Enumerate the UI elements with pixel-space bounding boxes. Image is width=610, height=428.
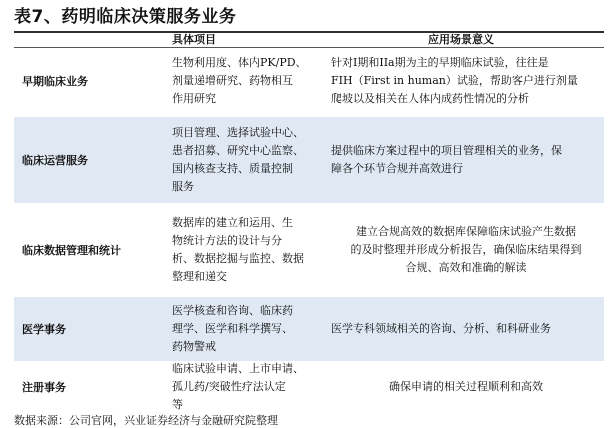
row-items: 数据库的建立和运用、生 物统计方法的设计与分 析、数据挖掘与监控、数据 整理和递交 — [172, 216, 304, 283]
row-meaning: 确保申请的相关过程顺利和高效 — [389, 380, 543, 393]
header-col-items: 具体项目 — [172, 33, 216, 46]
table-row — [14, 48, 604, 114]
row-business-name: 早期临床业务 — [22, 75, 88, 88]
row-business-name: 临床运营服务 — [22, 154, 88, 167]
table-header — [14, 33, 604, 47]
row-business-name: 注册事务 — [22, 381, 66, 394]
row-meaning: 针对I期和IIa期为主的早期临床试验，往往是 FIH（First in human）试验，帮助客户进行剂量 爬坡以及相关在人体内成药性情况的分析 — [331, 56, 578, 105]
row-business-name: 临床数据管理和统计 — [22, 244, 121, 257]
table-row — [14, 206, 604, 294]
row-meaning: 医学专科领域相关的咨询、分析、和科研业务 — [331, 322, 551, 335]
source-note: 数据来源：公司官网，兴业证券经济与金融研究院整理 — [14, 414, 278, 427]
table-row — [14, 117, 604, 203]
row-items: 医学核查和咨询、临床药 理学、医学和科学撰写、 药物警戒 — [172, 304, 293, 353]
row-items: 生物利用度、体内PK/PD、 剂量递增研究、药物相互 作用研究 — [172, 56, 307, 105]
row-items: 临床试验申请、上市申请、 孤儿药/突破性疗法认定 等 — [172, 362, 304, 411]
row-business-name: 医学事务 — [22, 323, 66, 336]
header-col-meaning: 应用场景意义 — [428, 33, 494, 46]
row-meaning: 建立合规高效的数据库保障临床试验产生数据 的及时整理并形成分析报告，确保临床结果得到 合规、高效和准确的解读 — [350, 225, 582, 274]
table-title: 表7、药明临床决策服务业务 — [14, 7, 237, 27]
table-row — [14, 297, 604, 361]
table-row — [14, 361, 604, 413]
row-items: 项目管理、选择试验中心、 患者招募、研究中心监察、 国内核查支持、质量控制 服务 — [172, 126, 304, 193]
row-meaning: 提供临床方案过程中的项目管理相关的业务，保 障各个环节合规并高效进行 — [331, 144, 562, 175]
